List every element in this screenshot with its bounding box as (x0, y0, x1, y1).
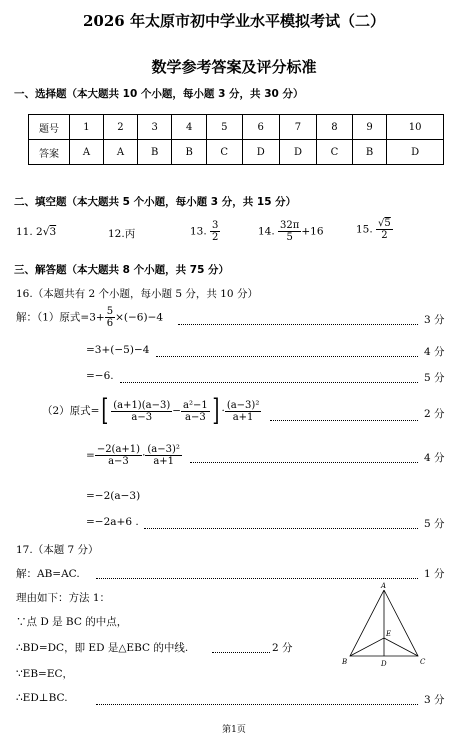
frac-num: a²−1 (183, 399, 208, 411)
table-row-answers (29, 140, 444, 165)
leader-dots (156, 356, 418, 357)
score: 4 分 (424, 346, 445, 358)
bracket-right-icon: ] (212, 393, 220, 428)
segment-be (350, 638, 384, 656)
section3-heading: 三、解答题（本大题共 8 个小题，共 75 分） (14, 264, 230, 276)
frac-num: 32π (280, 220, 300, 231)
table-cell: B (352, 140, 386, 165)
q11-label: 11. (16, 226, 33, 238)
table-row-numbers (29, 115, 444, 140)
q16-2-step3: =−2(a−3) (86, 490, 141, 502)
q16-2-line1 (42, 393, 261, 428)
table-cell: B (172, 140, 206, 165)
table-cell: D (279, 140, 316, 165)
section2-heading: 二、填空题（本大题共 5 个小题，每小题 3 分，共 15 分） (14, 196, 297, 208)
q14-tail: +16 (301, 225, 324, 238)
expr: ×(−6)−4 (115, 311, 164, 324)
q15-radicand: 5 (384, 218, 391, 229)
row-label-answer: 答案 (29, 140, 70, 165)
q16-1-fraction (105, 306, 115, 329)
leader-dots (96, 578, 418, 579)
q17-line1: ∵点 D 是 BC 的中点， (16, 616, 128, 628)
q13-fraction (210, 220, 220, 243)
q16-2-label: （2）原式= (42, 405, 100, 417)
answer-13 (190, 220, 220, 243)
table-cell: A (103, 140, 137, 165)
triangle-figure (340, 582, 430, 668)
q16-2-step2 (86, 444, 182, 467)
expr: 3+ (89, 311, 105, 324)
frac-den: 5 (286, 232, 293, 243)
q13-label: 13. (190, 225, 207, 238)
leader-dots (120, 382, 418, 383)
frac-num: −2(a+1) (96, 444, 141, 455)
frac-den: a+1 (153, 456, 175, 467)
leader-dots (96, 704, 418, 705)
q16-2-step2-fraction-1 (95, 444, 142, 467)
q17-heading: 17.（本题 7 分） (16, 544, 99, 556)
operator: = (86, 449, 95, 462)
q11-coef: 2 (36, 226, 43, 238)
frac-den: 2 (381, 230, 388, 241)
q16-2-fraction-3 (225, 400, 262, 423)
point-label-a: A (381, 582, 387, 590)
leader-dots (190, 462, 418, 463)
answer-12: 12.丙 (108, 228, 136, 240)
table-cell: D (387, 140, 444, 165)
q16-1-step3: =−6. (86, 370, 114, 382)
q16-1-label: 解：（1）原式= (16, 311, 90, 324)
segment-ce (384, 638, 418, 656)
leader-dots (178, 324, 418, 325)
table-cell: A (70, 140, 104, 165)
frac-num: (a−3)² (226, 399, 260, 411)
table-cell: 5 (206, 115, 242, 140)
score: 5 分 (424, 518, 445, 530)
table-cell: 7 (279, 115, 316, 140)
answer-key-title: 数学参考答案及评分标准 (151, 58, 317, 76)
q16-2-step2-fraction-2 (145, 444, 182, 467)
leader-dots (144, 528, 418, 529)
row-label-question: 题号 (29, 115, 70, 140)
table-cell: C (206, 140, 242, 165)
score: 3 分 (424, 314, 445, 326)
score: 2 分 (424, 408, 445, 420)
q15-fraction (376, 218, 393, 241)
table-cell: 1 (70, 115, 104, 140)
point-label-e: E (386, 630, 392, 638)
table-cell: 9 (352, 115, 386, 140)
q16-1-line1 (16, 306, 163, 329)
table-cell: 2 (103, 115, 137, 140)
bracket-left-icon: [ (101, 393, 109, 428)
q17-line4: ∴ED⊥BC. (16, 692, 68, 704)
table-cell: B (137, 140, 171, 165)
operator: · (221, 405, 225, 417)
q17-line2: ∴BD=DC，即 ED 是△EBC 的中线. (16, 642, 189, 654)
score: 2 分 (272, 642, 293, 654)
table-cell: 8 (317, 115, 353, 140)
point-label-c: C (420, 658, 426, 666)
q15-label: 15. (356, 223, 373, 236)
score: 1 分 (424, 568, 445, 580)
point-label-d: D (381, 660, 387, 668)
q14-fraction (278, 220, 301, 243)
frac-den: a−3 (185, 411, 206, 423)
leader-dots (270, 420, 418, 421)
frac-den: a−3 (131, 411, 153, 423)
table-cell: D (242, 140, 279, 165)
operator: − (172, 405, 182, 417)
q16-2-fraction-1 (111, 400, 172, 423)
answer-11 (16, 226, 56, 238)
table-cell: 4 (172, 115, 206, 140)
q16-1-step2: =3+(−5)−4 (86, 344, 150, 356)
frac-den: a+1 (232, 411, 254, 423)
table-cell: 3 (137, 115, 171, 140)
radical-icon: √ (42, 226, 50, 238)
q16-heading: 16.（本题共有 2 个小题，每小题 5 分，共 10 分） (16, 288, 258, 300)
score: 3 分 (424, 694, 445, 706)
frac-num: 5 (106, 306, 114, 317)
leader-dots (212, 652, 270, 653)
table-cell: 10 (387, 115, 444, 140)
q14-label: 14. (258, 225, 275, 238)
operator: · (142, 449, 146, 462)
frac-num: (a−3)² (147, 444, 180, 455)
score: 4 分 (424, 452, 445, 464)
exam-title: 2026 年太原市初中学业水平模拟考试（二） (83, 12, 385, 30)
answer-table (28, 114, 444, 165)
table-cell: C (317, 140, 353, 165)
point-label-b: B (342, 658, 348, 666)
frac-den: a−3 (108, 456, 129, 467)
frac-den: 2 (212, 232, 219, 243)
frac-num (376, 218, 393, 230)
answer-15 (356, 218, 393, 241)
q17-reason: 理由如下：方法 1： (16, 592, 111, 604)
table-cell: 6 (242, 115, 279, 140)
page-number: 第1页 (222, 725, 246, 735)
radical-icon: √ (378, 218, 385, 229)
section1-heading: 一、选择题（本大题共 10 个小题，每小题 3 分，共 30 分） (14, 88, 304, 100)
q17-answer: 解：AB=AC. (16, 568, 80, 580)
frac-num: (a+1)(a−3) (113, 399, 171, 411)
frac-den: 6 (106, 318, 114, 329)
q11-radicand: 3 (49, 226, 57, 238)
q16-2-step4: =−2a+6 . (86, 516, 139, 528)
q16-2-fraction-2 (181, 400, 210, 423)
answer-14 (258, 220, 324, 243)
q17-line3: ∵EB=EC， (16, 668, 74, 680)
score: 5 分 (424, 372, 445, 384)
frac-num: 3 (212, 220, 219, 231)
